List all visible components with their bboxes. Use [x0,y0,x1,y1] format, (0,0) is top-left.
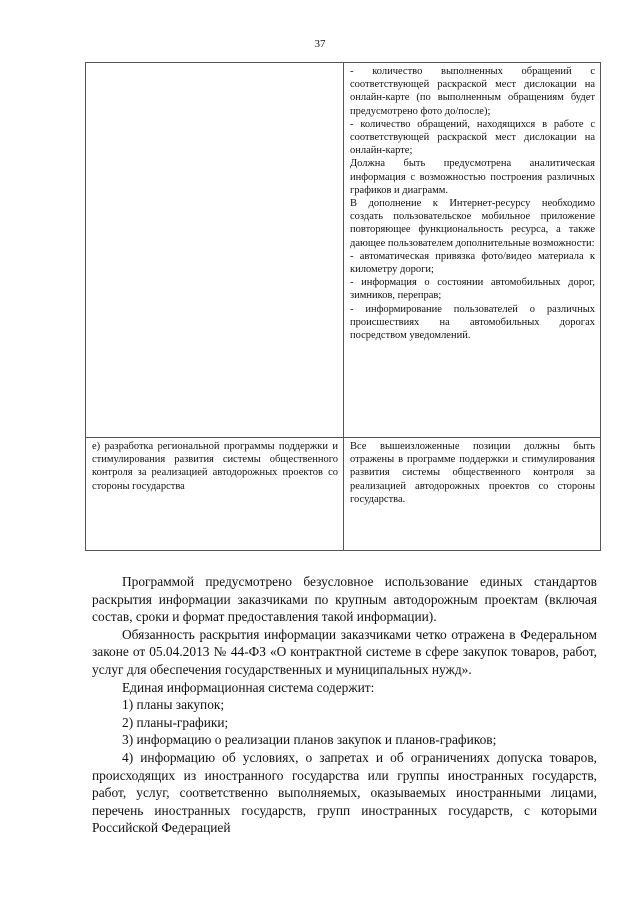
requirement-item: - количество обращений, находящихся в работе с соответствующей раскраской мест дислокации на онлайн-карте; [350,118,595,157]
requirement-item: - количество выполненных обращений с соответствующей раскраской мест дислокации на онлайн-карте (по выполненным обращениям будет предусмотрено фото до/после); [350,66,595,117]
requirements-table [85,62,601,551]
table-cell-requirements [344,63,601,438]
paragraph: Единая информационная система содержит: [122,679,375,695]
page-number: 37 [314,38,326,50]
body-text [92,573,597,837]
table-row [86,63,601,438]
table-cell-task [86,63,344,438]
requirement-item: - информация о состоянии автомобильных дорог, зимников, переправ; [350,277,595,302]
list-item: 4) информацию об условиях, о запретах и об ограничениях допуска товаров, происходящих из иностранного государства или группы иностранных государств, работ, услуг, соответственно выполняемых, оказываемых иностранными лицами, перечень иностранных государств, групп иностранных государств, с которыми Российской Федерацией [92,749,597,836]
table-cell-requirements: Все вышеизложенные позиции должны быть отражены в программе поддержки и стимулирования развития системы общественного контроля за реализацией автодорожных проектов со стороны государства. [344,438,601,551]
list-item: 3) информацию о реализации планов закупок и планов-графиков; [122,732,497,748]
requirement-item: В дополнение к Интернет-ресурсу необходимо создать пользовательское мобильное приложение повторяющее функциональность ресурса, а также дающее пользователем дополнительные возможности: [350,198,595,249]
paragraph: Обязанность раскрытия информации заказчиками четко отражена в Федеральном законе от 05.04.2013 № 44-ФЗ «О контрактной системе в сфере закупок товаров, работ, услуг для обеспечения государственных и муниципальных нужд». [92,626,597,677]
list-item: 2) планы-графики; [122,714,229,730]
requirement-item: Должна быть предусмотрена аналитическая информация с возможностью построения различных графиков и диаграмм. [350,158,595,196]
paragraph: Программой предусмотрено безусловное использование единых стандартов раскрытия информации заказчиками по крупным автодорожным проектам (включая состав, сроки и формат предоставления такой информации). [92,574,597,625]
table-cell-task: е) разработка региональной программы поддержки и стимулирования развития системы общественного контроля за реализацией автодорожных проектов со стороны государства [86,438,344,551]
table-row [86,438,601,551]
list-item: 1) планы закупок; [122,697,225,713]
requirement-item: - автоматическая привязка фото/видео материала к километру дороги; [350,250,595,276]
requirement-item: - информирование пользователей о различных происшествиях на автомобильных дорогах посредством уведомлений. [350,303,595,342]
